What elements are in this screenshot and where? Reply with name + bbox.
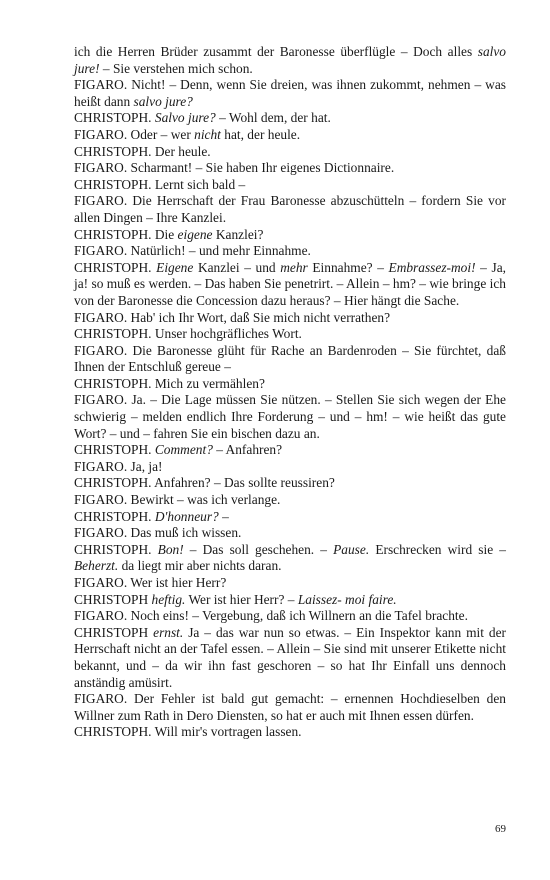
text-run: FIGARO. Die Herrschaft der Frau Baronesse abzuschütteln – fordern Sie vor allen Dingen – Ihre Kanzlei. bbox=[74, 193, 506, 225]
italic-run: Laissez- moi faire. bbox=[297, 591, 397, 607]
text-run: Erschrecken wird sie – bbox=[369, 541, 506, 557]
text-run: CHRISTOPH. bbox=[74, 259, 157, 275]
text-run: CHRISTOPH bbox=[74, 591, 152, 607]
italic-run: Comment? bbox=[154, 442, 213, 458]
dialogue-paragraph bbox=[74, 376, 506, 393]
text-run: hat, der heule. bbox=[220, 126, 301, 142]
text-run: Einnahme? – bbox=[307, 259, 389, 275]
italic-run: Eigene bbox=[156, 259, 194, 275]
text-run: Kanzlei? bbox=[212, 226, 264, 242]
text-run: – Das soll geschehen. – bbox=[183, 541, 334, 557]
text-run: da liegt mir aber nichts daran. bbox=[118, 558, 282, 574]
italic-run: Bon! bbox=[157, 541, 184, 557]
dialogue-paragraph bbox=[74, 608, 506, 625]
text-run: FIGARO. Der Fehler ist bald gut gemacht: – ernennen Hochdieselben den Willner zum Rath in Dero Diensten, so hat er auch mit Ihnen essen dürfen. bbox=[74, 691, 506, 723]
text-run: FIGARO. Scharmant! – Sie haben Ihr eigenes Dictionnaire. bbox=[74, 160, 395, 176]
dialogue-paragraph bbox=[74, 260, 506, 310]
text-run: CHRISTOPH. Anfahren? – Das sollte reussiren? bbox=[74, 475, 335, 491]
text-run: FIGARO. Oder – wer bbox=[74, 126, 195, 142]
italic-run: salvo jure? bbox=[133, 93, 193, 109]
dialogue-paragraph bbox=[74, 509, 506, 526]
text-run: Kanzlei – und bbox=[193, 259, 281, 275]
italic-run: Embrassez-moi! bbox=[388, 259, 476, 275]
text-run: FIGARO. Die Baronesse glüht für Rache an Bardenroden – Sie fürchtet, daß Ihnen der Entschluß gereue – bbox=[74, 342, 506, 375]
text-run: CHRISTOPH. Der heule. bbox=[74, 143, 211, 159]
text-run: FIGARO. Nicht! – Denn, wenn Sie dreien, was ihnen zukommt, nehmen – was heißt dann bbox=[74, 77, 506, 109]
page-text-body bbox=[74, 44, 506, 741]
dialogue-paragraph bbox=[74, 575, 506, 592]
text-run: CHRISTOPH. Die bbox=[74, 226, 178, 242]
text-run: CHRISTOPH bbox=[74, 624, 154, 640]
dialogue-paragraph bbox=[74, 44, 506, 77]
dialogue-paragraph bbox=[74, 160, 506, 177]
dialogue-paragraph bbox=[74, 592, 506, 609]
text-run: ich die Herren Brüder zusammt der Baronesse überflügle – Doch alles bbox=[74, 44, 478, 59]
text-run: FIGARO. Natürlich! – und mehr Einnahme. bbox=[74, 243, 311, 259]
text-run: – Ja, ja! so muß es werden. – Das haben Sie penetrirt. – Allein – hm? – wie bringe ich von der Baronesse die Concession dazu heraus? – Hier hängt die Sache. bbox=[74, 259, 506, 308]
dialogue-paragraph bbox=[74, 492, 506, 509]
italic-run: heftig. bbox=[151, 591, 186, 607]
text-run: CHRISTOPH. bbox=[74, 110, 155, 126]
dialogue-paragraph bbox=[74, 127, 506, 144]
dialogue-paragraph bbox=[74, 110, 506, 127]
dialogue-paragraph bbox=[74, 243, 506, 260]
italic-run: Beherzt. bbox=[74, 558, 119, 574]
italic-run: D'honneur? bbox=[154, 508, 219, 524]
dialogue-paragraph bbox=[74, 542, 506, 575]
dialogue-paragraph bbox=[74, 691, 506, 724]
text-run: – Sie verstehen mich schon. bbox=[99, 60, 253, 76]
text-run: Ja – das war nun so etwas. – Ein Inspektor kann mit der Herrschaft nicht an der Tafel essen. – Allein – Sie sind mit unserer Etikette nicht bekannt, und – da wir ihn fast geschoren – so hat Ihr Einfall uns dennoch anständig amüsirt. bbox=[74, 624, 506, 690]
text-run: CHRISTOPH. Mich zu vermählen? bbox=[74, 375, 265, 391]
dialogue-paragraph bbox=[74, 343, 506, 376]
text-run: FIGARO. Hab' ich Ihr Wort, daß Sie mich nicht verrathen? bbox=[74, 309, 391, 325]
text-run: CHRISTOPH. Lernt sich bald – bbox=[74, 176, 246, 192]
italic-run: nicht bbox=[194, 126, 221, 142]
text-run: FIGARO. Ja. – Die Lage müssen Sie nützen. – Stellen Sie sich wegen der Ehe schwierig – melden endlich Ihre Forderung – und – hm! – wie heißt das gute Wort? – und – fahren Sie ein bischen dazu an. bbox=[74, 392, 506, 441]
text-run: FIGARO. Noch eins! – Vergebung, daß ich Willnern an die Tafel brachte. bbox=[74, 608, 468, 624]
text-run: CHRISTOPH. bbox=[74, 541, 158, 557]
dialogue-paragraph bbox=[74, 326, 506, 343]
italic-run: ernst. bbox=[153, 624, 184, 640]
italic-run: Salvo jure? bbox=[154, 110, 216, 126]
text-run: FIGARO. Wer ist hier Herr? bbox=[74, 575, 227, 590]
dialogue-paragraph bbox=[74, 475, 506, 492]
text-run: CHRISTOPH. bbox=[74, 508, 155, 524]
italic-run: eigene bbox=[177, 226, 213, 242]
dialogue-paragraph bbox=[74, 227, 506, 244]
text-run: CHRISTOPH. Unser hochgräfliches Wort. bbox=[74, 326, 302, 342]
text-run: CHRISTOPH. bbox=[74, 442, 155, 458]
dialogue-paragraph bbox=[74, 77, 506, 110]
dialogue-paragraph bbox=[74, 392, 506, 442]
dialogue-paragraph bbox=[74, 442, 506, 459]
dialogue-paragraph bbox=[74, 193, 506, 226]
text-run: CHRISTOPH. Will mir's vortragen lassen. bbox=[74, 724, 302, 740]
dialogue-paragraph bbox=[74, 310, 506, 327]
page-number: 69 bbox=[495, 823, 506, 835]
text-run: FIGARO. Bewirkt – was ich verlange. bbox=[74, 492, 281, 508]
dialogue-paragraph bbox=[74, 177, 506, 194]
dialogue-paragraph bbox=[74, 724, 506, 741]
italic-run: salvo jure! bbox=[74, 44, 506, 76]
italic-run: mehr bbox=[280, 259, 308, 275]
text-run: FIGARO. Ja, ja! bbox=[74, 458, 163, 474]
text-run: Wer ist hier Herr? – bbox=[185, 591, 298, 607]
text-run: FIGARO. Das muß ich wissen. bbox=[74, 525, 242, 541]
text-run: – bbox=[218, 508, 229, 524]
text-run: – Anfahren? bbox=[212, 442, 283, 458]
dialogue-paragraph bbox=[74, 459, 506, 476]
text-run: – Wohl dem, der hat. bbox=[215, 110, 331, 126]
dialogue-paragraph bbox=[74, 625, 506, 691]
italic-run: Pause. bbox=[333, 541, 370, 557]
dialogue-paragraph bbox=[74, 144, 506, 161]
dialogue-paragraph bbox=[74, 525, 506, 542]
